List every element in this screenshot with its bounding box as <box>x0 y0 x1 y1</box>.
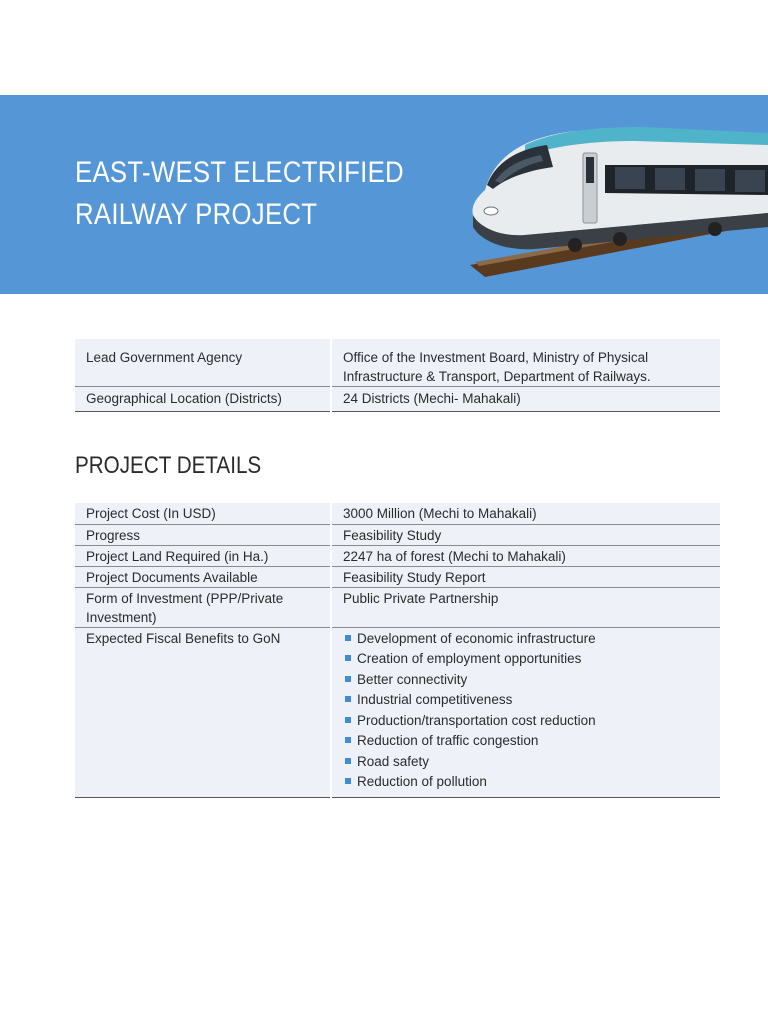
row-label: Progress <box>75 524 331 545</box>
list-item: Better connectivity <box>343 670 710 691</box>
row-value: 24 Districts (Mechi- Mahakali) <box>331 387 720 412</box>
list-item: Industrial competitiveness <box>343 690 710 711</box>
list-item: Road safety <box>343 752 710 773</box>
overview-table <box>75 339 720 412</box>
train-illustration <box>465 115 768 280</box>
row-value: Feasibility Study <box>331 524 720 545</box>
row-label: Expected Fiscal Benefits to GoN <box>75 627 331 797</box>
section-title: PROJECT DETAILS <box>75 452 262 479</box>
table-row <box>75 339 720 387</box>
row-label: Geographical Location (Districts) <box>75 387 331 412</box>
table-row <box>75 587 720 627</box>
row-value: 2247 ha of forest (Mechi to Mahakali) <box>331 545 720 566</box>
row-value <box>331 627 720 797</box>
row-value: Public Private Partnership <box>331 587 720 627</box>
list-item: Production/transportation cost reduction <box>343 711 710 732</box>
list-item: Development of economic infrastructure <box>343 629 710 650</box>
table-row <box>75 627 720 797</box>
row-value: Office of the Investment Board, Ministry of Physical Infrastructure & Transport, Department of Railways. <box>331 339 720 387</box>
row-label: Form of Investment (PPP/Private Investment) <box>75 587 331 627</box>
table-row <box>75 503 720 524</box>
table-row <box>75 566 720 587</box>
row-label: Project Land Required (in Ha.) <box>75 545 331 566</box>
table-row <box>75 545 720 566</box>
row-label: Project Documents Available <box>75 566 331 587</box>
row-value: 3000 Million (Mechi to Mahakali) <box>331 503 720 524</box>
page-title <box>75 152 404 236</box>
page-title-line-1: EAST-WEST ELECTRIFIED <box>75 156 404 189</box>
table-row <box>75 524 720 545</box>
list-item: Creation of employment opportunities <box>343 649 710 670</box>
list-item: Reduction of pollution <box>343 772 710 793</box>
table-row <box>75 387 720 412</box>
benefits-list <box>343 629 710 793</box>
row-label: Project Cost (In USD) <box>75 503 331 524</box>
row-label: Lead Government Agency <box>75 339 331 387</box>
row-value: Feasibility Study Report <box>331 566 720 587</box>
project-details-table <box>75 503 720 798</box>
list-item: Reduction of traffic congestion <box>343 731 710 752</box>
page-title-line-2: RAILWAY PROJECT <box>75 198 318 231</box>
